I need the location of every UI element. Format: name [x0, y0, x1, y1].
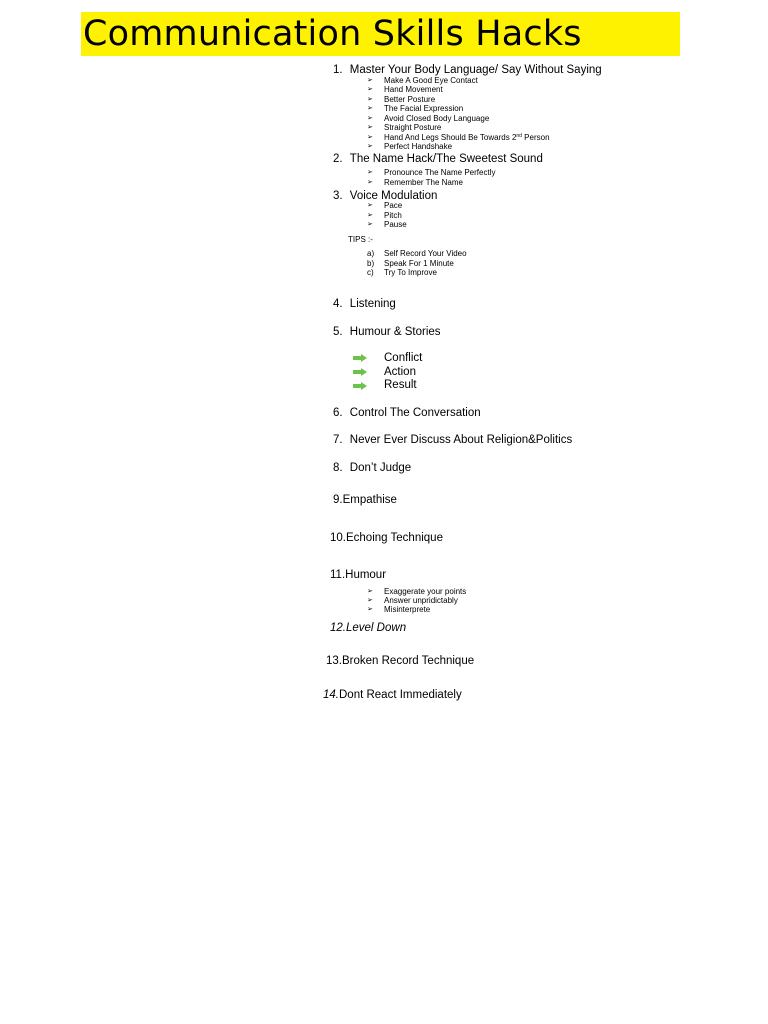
- item-number: 4.: [333, 298, 343, 310]
- item-number: 8.: [333, 462, 343, 474]
- arrow-item: Action: [384, 366, 416, 378]
- arrow-bullet-icon: ➢: [367, 115, 373, 122]
- sub-item: Better Posture: [384, 95, 436, 104]
- tips-label: TIPS :-: [348, 235, 373, 244]
- arrow-item: Conflict: [384, 352, 423, 364]
- arrow-bullet-icon: ➢: [367, 179, 373, 186]
- item-12: [330, 621, 406, 635]
- item-1: [333, 63, 602, 77]
- page-title: Communication Skills Hacks: [83, 14, 582, 54]
- arrow-bullet-icon: ➢: [367, 221, 373, 228]
- arrow-bullet-icon: ➢: [367, 96, 373, 103]
- arrow-bullet-icon: ➢: [367, 143, 373, 150]
- item-label: The Name Hack/The Sweetest Sound: [349, 153, 543, 165]
- item-number: 5.: [333, 326, 343, 338]
- sub-item: Misinterprete: [384, 605, 431, 614]
- tip-item: Try To Improve: [384, 268, 437, 277]
- sub-item: Pitch: [384, 211, 402, 220]
- tip-letter: b): [367, 259, 375, 268]
- arrow-bullet-icon: ➢: [367, 77, 373, 84]
- sub-item: Perfect Handshake: [384, 142, 453, 151]
- arrow-bullet-icon: ➢: [367, 134, 373, 141]
- green-arrow-icon: [353, 368, 367, 376]
- item-label: Dont React Immediately: [339, 689, 462, 701]
- item-5: [333, 325, 441, 339]
- item-label: Voice Modulation: [349, 190, 438, 202]
- item-label: Listening: [349, 298, 396, 310]
- item-13: 13.Broken Record Technique: [326, 655, 475, 667]
- item-number: 3.: [333, 190, 343, 202]
- item-7: [333, 433, 572, 447]
- item-label: Master Your Body Language/ Say Without Saying: [349, 64, 602, 76]
- item-label: Don’t Judge: [349, 462, 412, 474]
- arrow-bullet-icon: ➢: [367, 86, 373, 93]
- sub-item: Avoid Closed Body Language: [384, 114, 490, 123]
- sub-item: Pronounce The Name Perfectly: [384, 168, 496, 177]
- arrow-bullet-icon: ➢: [367, 212, 373, 219]
- sub-item: Remember The Name: [384, 178, 463, 187]
- item-label: Humour & Stories: [349, 326, 441, 338]
- tip-item: Self Record Your Video: [384, 249, 467, 258]
- item-8: [333, 461, 411, 475]
- item-6: [333, 406, 481, 420]
- item-number: 1.: [333, 64, 343, 76]
- tip-letter: a): [367, 249, 375, 258]
- arrow-item: Result: [384, 379, 417, 391]
- green-arrow-icon: [353, 354, 367, 362]
- item-number: 12.: [330, 622, 346, 634]
- item-11: 11.Humour: [330, 569, 387, 581]
- item-2: [333, 152, 543, 166]
- sub-item: Answer unpridictably: [384, 596, 458, 605]
- item-4: [333, 297, 396, 311]
- arrow-bullet-icon: ➢: [367, 597, 373, 604]
- item-number: 6.: [333, 407, 343, 419]
- item-label: Level Down: [346, 622, 407, 634]
- arrow-bullet-icon: ➢: [367, 588, 373, 595]
- arrow-bullet-icon: ➢: [367, 606, 373, 613]
- sub-item: Hand Movement: [384, 85, 443, 94]
- arrow-bullet-icon: ➢: [367, 105, 373, 112]
- sub-item: Straight Posture: [384, 123, 442, 132]
- item-number: 2.: [333, 153, 343, 165]
- item-number: 7.: [333, 434, 343, 446]
- item-10: 10.Echoing Technique: [330, 532, 443, 544]
- arrow-bullet-icon: ➢: [367, 169, 373, 176]
- sub-item: Make A Good Eye Contact: [384, 76, 478, 85]
- sub-item: Hand And Legs Should Be Towards 2nd Person: [384, 133, 550, 142]
- tip-item: Speak For 1 Minute: [384, 259, 454, 268]
- title-highlight: [81, 12, 680, 56]
- arrow-bullet-icon: ➢: [367, 124, 373, 131]
- sub-item: Exaggerate your points: [384, 587, 467, 596]
- item-9: 9.Empathise: [333, 494, 397, 506]
- item-label: Control The Conversation: [349, 407, 481, 419]
- sub-item: Pause: [384, 220, 407, 229]
- arrow-bullet-icon: ➢: [367, 202, 373, 209]
- sub-item: The Facial Expression: [384, 104, 464, 113]
- sub-item: Pace: [384, 201, 403, 210]
- tip-letter: c): [367, 268, 374, 277]
- item-label: Never Ever Discuss About Religion&Politics: [349, 434, 573, 446]
- item-number: 14.: [323, 689, 339, 701]
- item-14: [323, 688, 462, 702]
- green-arrow-icon: [353, 382, 367, 390]
